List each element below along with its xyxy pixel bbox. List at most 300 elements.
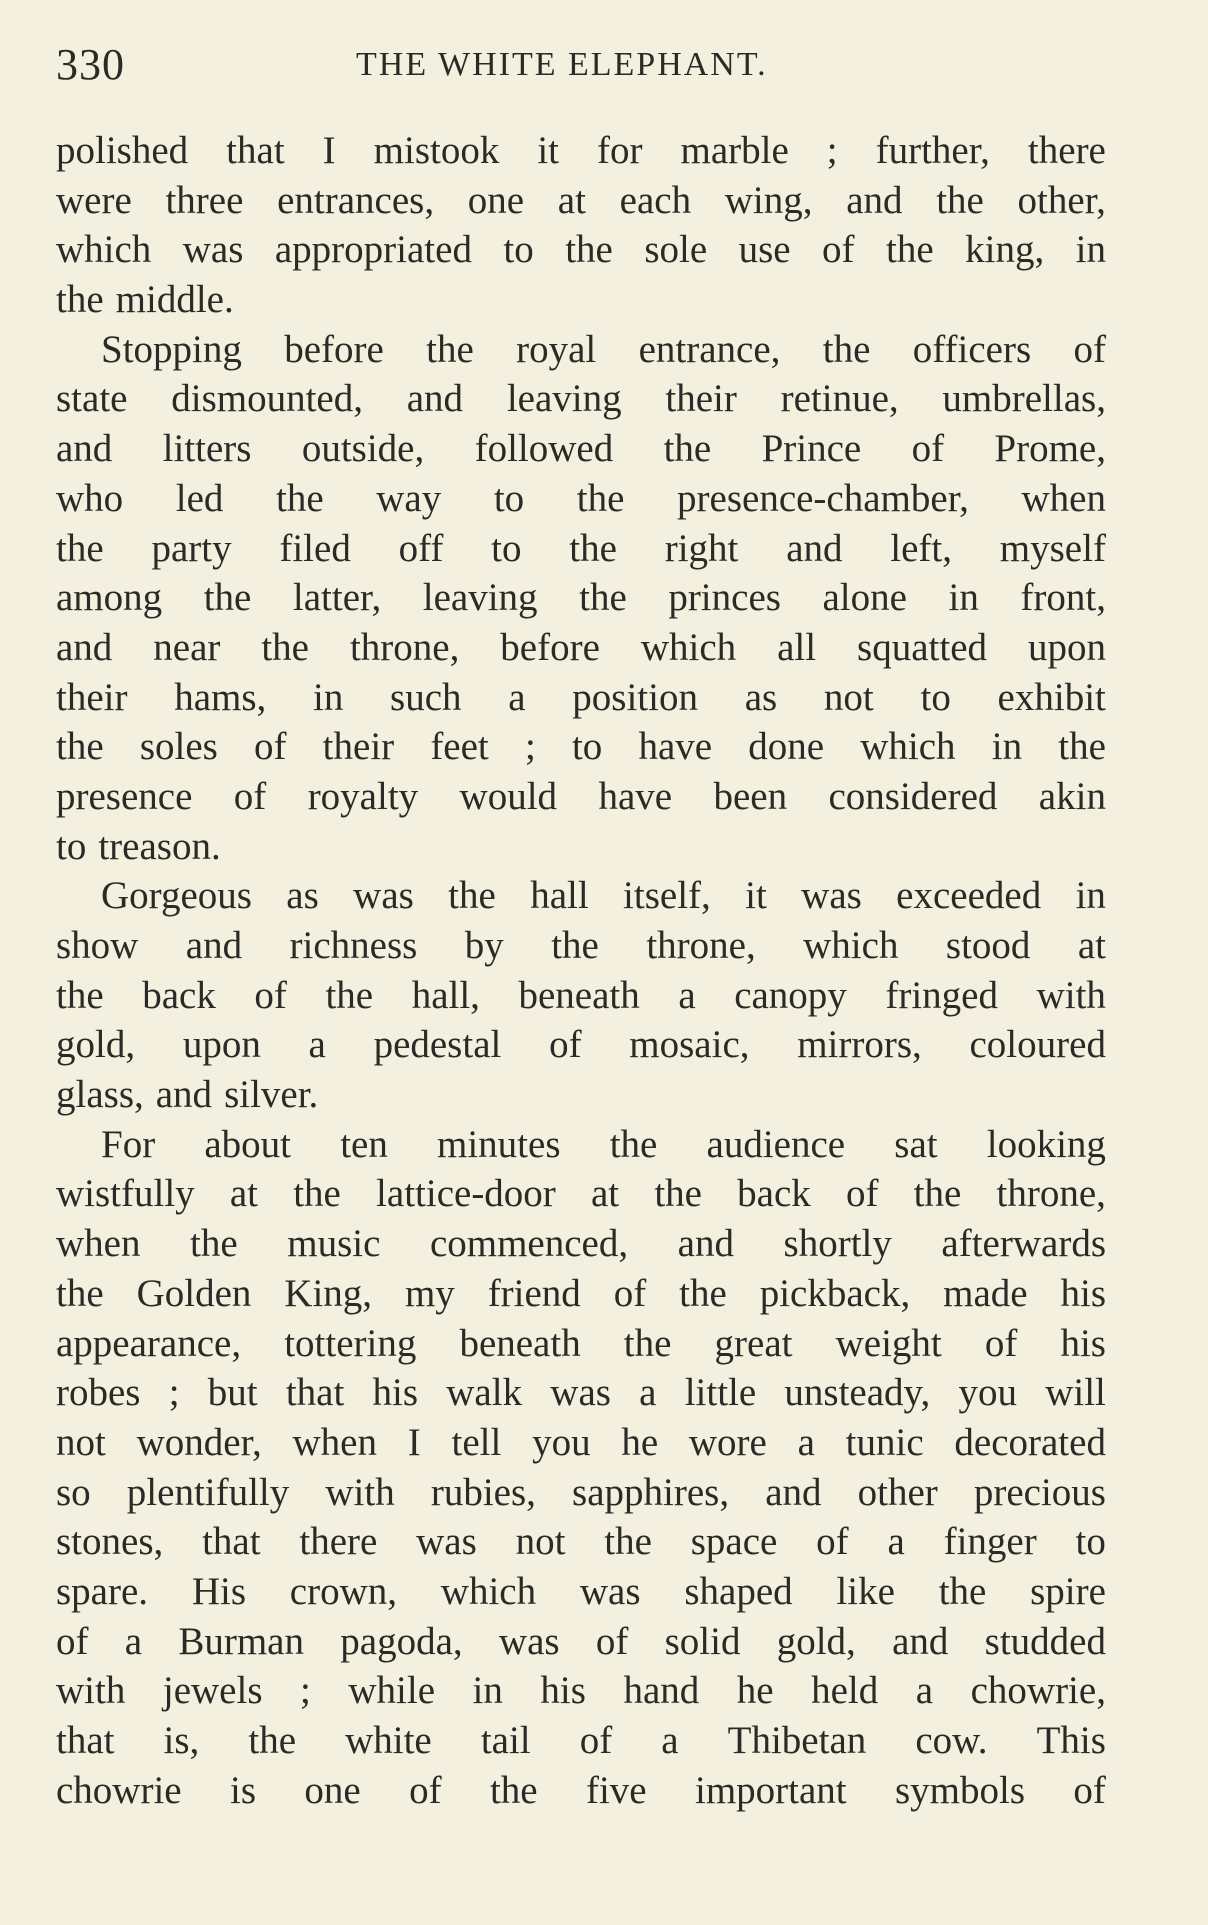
text-line [56,1319,1106,1369]
word: in [1075,228,1106,272]
word: show [56,924,139,967]
word: a [639,1371,657,1415]
word: his [540,1669,586,1713]
word: and [155,1073,213,1117]
word: of [1073,1768,1106,1812]
text-line [56,1368,1106,1418]
word: to [491,526,522,570]
word: and [406,377,464,421]
word: that [202,1520,261,1564]
word: a [661,1719,679,1762]
word: of [549,1023,582,1067]
word: mistook [373,129,500,172]
word: space [690,1520,778,1564]
word: His [191,1569,247,1613]
word: his [372,1371,419,1415]
word: beneath [459,1321,581,1365]
word: music [287,1222,381,1266]
word: that [56,1719,115,1762]
word: that [285,1371,345,1415]
word: in [948,576,979,620]
word: a [915,1669,934,1713]
word: the [936,178,984,222]
word: that [226,129,285,172]
word: exceeded [896,874,1042,918]
body-text [56,126,1106,1815]
word: back [737,1172,811,1216]
word: with [1036,973,1106,1017]
word: the [565,228,613,272]
word: three [165,178,244,222]
word: other, [1017,178,1106,222]
word: symbols [895,1768,1026,1812]
text-line [56,1716,1106,1766]
word: a [678,973,696,1017]
word: precious [973,1470,1106,1514]
word: been [713,774,788,818]
word: to [503,228,534,272]
word: five [585,1768,647,1812]
word: akin [1038,774,1106,818]
word: by [464,924,504,967]
word: who [56,476,124,520]
word: leaving [422,576,538,620]
word: the [56,278,104,322]
word: shortly [783,1222,892,1266]
word: a [308,1023,326,1067]
word: and [56,427,113,471]
word: wing, [724,178,813,222]
word: held [811,1669,879,1713]
text-line [56,374,1106,424]
word: retinue, [780,377,899,421]
word: further, [875,129,990,172]
word: marble [680,129,789,172]
word: gold, [776,1619,856,1663]
word: looking [986,1122,1106,1166]
word: at [590,1172,620,1216]
word: a [797,1420,815,1464]
word: tottering [284,1321,417,1365]
word: of [984,1321,1018,1365]
word: which [56,228,152,272]
word: rubies, [430,1470,536,1514]
word: it [537,129,560,172]
word: was [353,874,414,918]
word: solid [664,1619,741,1663]
word: as [286,874,319,918]
word: royal [516,327,597,371]
word: minutes [437,1122,561,1166]
word: feet [430,725,489,769]
word: their [322,725,395,769]
text-line [56,1567,1106,1617]
word: chowrie [56,1768,182,1812]
word: mosaic, [629,1023,750,1067]
word: upon [182,1023,261,1067]
text-line [56,772,1106,822]
word: use [738,228,791,272]
word: and [846,178,903,222]
word: and [185,924,243,967]
word: Stopping [101,327,242,371]
text-line [56,1418,1106,1468]
word: friend [487,1271,581,1315]
word: and [892,1619,949,1663]
word: gold, [56,1023,136,1067]
word: King, [284,1271,373,1315]
word: silver. [224,1073,319,1117]
word: which [440,1569,537,1613]
word: royalty [307,774,419,818]
word: was [182,228,244,272]
word: wore [688,1420,767,1464]
word: stood [945,924,1031,967]
word: in [472,1669,503,1713]
word: the [551,924,599,967]
word: hams, [174,675,267,719]
word: the [822,327,871,371]
word: their [56,675,128,719]
word: is, [163,1719,200,1762]
word: in [1075,874,1106,918]
word: was [579,1569,641,1613]
word: of [254,725,287,769]
word: tail [480,1719,531,1762]
text-line [56,1468,1106,1518]
word: to [493,476,525,520]
word: hall, [411,973,480,1017]
word: front, [1020,576,1106,620]
word: my [404,1271,455,1315]
text-line [56,673,1106,723]
word: tunic [845,1420,924,1464]
word: spire [1030,1569,1106,1613]
word: presence [56,774,193,818]
word: finger [943,1520,1037,1564]
text-line [56,1219,1106,1269]
text-line [56,225,1106,275]
word: the [609,1122,658,1166]
word: such [390,675,462,719]
text-line [56,722,1106,772]
word: before [284,327,384,371]
word: I [322,129,336,172]
word: of [845,1172,879,1216]
word: great [714,1321,793,1365]
word: when [1021,476,1106,520]
word: white [345,1719,432,1762]
word: Golden [136,1271,252,1315]
word: to [920,675,951,719]
word: officers [912,327,1032,371]
word: umbrellas, [942,377,1106,421]
word: of [254,973,287,1017]
word: led [175,476,224,520]
word: all [777,625,817,669]
word: you [958,1371,1017,1415]
word: of [1073,327,1106,371]
word: throne, [996,1172,1106,1216]
word: but [207,1371,258,1415]
word: which [803,924,899,967]
word: among [56,576,163,620]
word: chowrie, [970,1669,1106,1713]
word: sole [644,228,708,272]
word: made [943,1271,1028,1315]
word: latter, [292,576,382,620]
word: he [621,1420,659,1464]
word: the [261,625,309,669]
text-line [56,126,1106,176]
word: ; [300,1669,311,1713]
word: Thibetan [727,1719,867,1762]
text-line [56,325,1106,375]
text-line [56,1070,1106,1120]
word: his [1060,1271,1106,1315]
text-line [56,1169,1106,1219]
word: with [56,1669,126,1713]
word: state [56,377,128,421]
word: wonder, [136,1420,262,1464]
word: one [304,1768,361,1812]
word: would [459,774,558,818]
word: his [1060,1321,1106,1365]
word: have [598,774,673,818]
word: little [684,1371,757,1415]
word: the [325,973,374,1017]
word: hall [530,874,589,918]
word: treason. [98,824,221,868]
word: mirrors, [797,1023,922,1067]
word: dismounted, [171,377,363,421]
word: position [572,675,698,719]
word: and [786,526,843,570]
word: other [857,1470,938,1514]
word: hand [623,1669,700,1713]
text-line [56,921,1106,971]
word: myself [999,526,1106,570]
text-line [56,822,1106,872]
word: polished [56,129,189,172]
word: back [142,973,216,1017]
word: alone [822,576,907,620]
word: right [664,526,739,570]
word: sapphires, [572,1470,730,1514]
word: and [765,1470,822,1514]
word: he [736,1669,774,1713]
word: beneath [518,973,640,1017]
word: tell [451,1420,502,1464]
word: have [638,725,713,769]
text-line [56,474,1106,524]
word: squatted [857,625,988,669]
text-line [56,1666,1106,1716]
word: Gorgeous [101,874,252,918]
word: you [532,1420,591,1464]
word: unsteady, [784,1371,931,1415]
word: way [376,476,442,520]
text-line [56,1020,1106,1070]
word: which [640,625,737,669]
word: the [654,1172,702,1216]
word: coloured [969,1023,1106,1067]
word: was [550,1371,611,1415]
word: sat [894,1122,938,1166]
word: the [576,476,625,520]
word: before [500,625,600,669]
word: plentifully [126,1470,290,1514]
word: at [557,178,586,222]
word: considered [828,774,998,818]
word: afterwards [941,1222,1106,1266]
word: in [312,675,344,719]
word: in [991,725,1023,769]
word: the [293,1172,341,1216]
text-line [56,1120,1106,1170]
word: soles [139,725,218,769]
word: the [248,1719,297,1762]
word: about [204,1122,292,1166]
text-line [56,1766,1106,1816]
word: throne, [646,924,756,967]
word: each [619,178,692,222]
word: pedestal [373,1023,502,1067]
word: filed [279,526,351,570]
word: for [597,129,643,172]
word: party [151,526,232,570]
word: and [56,625,113,669]
word: the [56,526,104,570]
word: decorated [954,1420,1106,1464]
word: one [467,178,525,222]
word: not [515,1520,566,1564]
word: king, [965,228,1045,272]
word: wistfully [56,1172,195,1216]
word: ; [826,129,838,172]
word: appearance, [56,1321,242,1365]
text-line [56,1269,1106,1319]
word: ten [340,1122,388,1166]
word: off [398,526,444,570]
word: while [348,1669,436,1713]
word: a [124,1619,143,1663]
word: itself, [623,874,711,918]
word: walk [446,1371,523,1415]
word: the [569,526,617,570]
text-line [56,176,1106,226]
word: not [56,1420,106,1464]
word: when [292,1420,377,1464]
text-line [56,1517,1106,1567]
word: at [1077,924,1106,967]
word: crown, [289,1569,398,1613]
word: the [190,1222,238,1266]
word: at [229,1172,259,1216]
word: Prome, [994,427,1106,471]
word: done [748,725,825,769]
word: outside, [301,427,425,471]
word: the [276,476,324,520]
word: was [801,874,862,918]
word: the [489,1768,538,1812]
word: throne, [349,625,460,669]
word: of [579,1719,613,1762]
word: studded [984,1619,1106,1663]
word: the [663,427,712,471]
word: near [153,625,221,669]
word: lattice-door [376,1172,556,1216]
word: commenced, [429,1222,629,1266]
word: of [911,427,945,471]
word: litters [162,427,252,471]
word: glass, [56,1073,144,1117]
word: I [407,1420,421,1464]
word: pagoda, [340,1619,463,1663]
word: weight [835,1321,942,1365]
word: a [887,1520,905,1564]
text-line [56,524,1106,574]
word: the [623,1321,672,1365]
word: ; [168,1371,180,1415]
word: is [229,1768,256,1812]
word: cow. [915,1719,988,1762]
word: shaped [684,1569,793,1613]
word: like [836,1569,895,1613]
word: there [1027,129,1106,172]
word: the [938,1569,987,1613]
word: so [56,1470,91,1514]
word: exhibit [997,675,1106,719]
word: pickback, [759,1271,911,1315]
word: was [498,1619,560,1663]
text-line [56,424,1106,474]
page-header [56,40,1106,90]
word: when [56,1222,141,1266]
word: of [233,774,267,818]
word: the [579,576,627,620]
word: which [860,725,956,769]
word: of [409,1768,442,1812]
word: upon [1027,625,1106,669]
text-line [56,275,1106,325]
word: with [325,1470,395,1514]
text-line [56,573,1106,623]
word: their [665,377,737,421]
word: ; [524,725,536,769]
word: stones, [56,1520,164,1564]
word: the [448,874,496,918]
word: robes [56,1371,141,1415]
word: leaving [506,377,622,421]
word: presence-chamber, [677,476,969,520]
word: the [56,725,104,769]
word: as [744,675,778,719]
word: it [745,874,767,918]
word: will [1045,1371,1106,1415]
word: princes [668,576,781,620]
word: the [604,1520,652,1564]
page-number: 330 [56,40,125,89]
text-line [56,1617,1106,1667]
word: of [595,1619,629,1663]
word: important [694,1768,847,1812]
word: the [56,1271,104,1315]
word: spare. [56,1569,149,1613]
word: entrances, [277,178,435,222]
word: to [571,725,603,769]
word: was [416,1520,477,1564]
